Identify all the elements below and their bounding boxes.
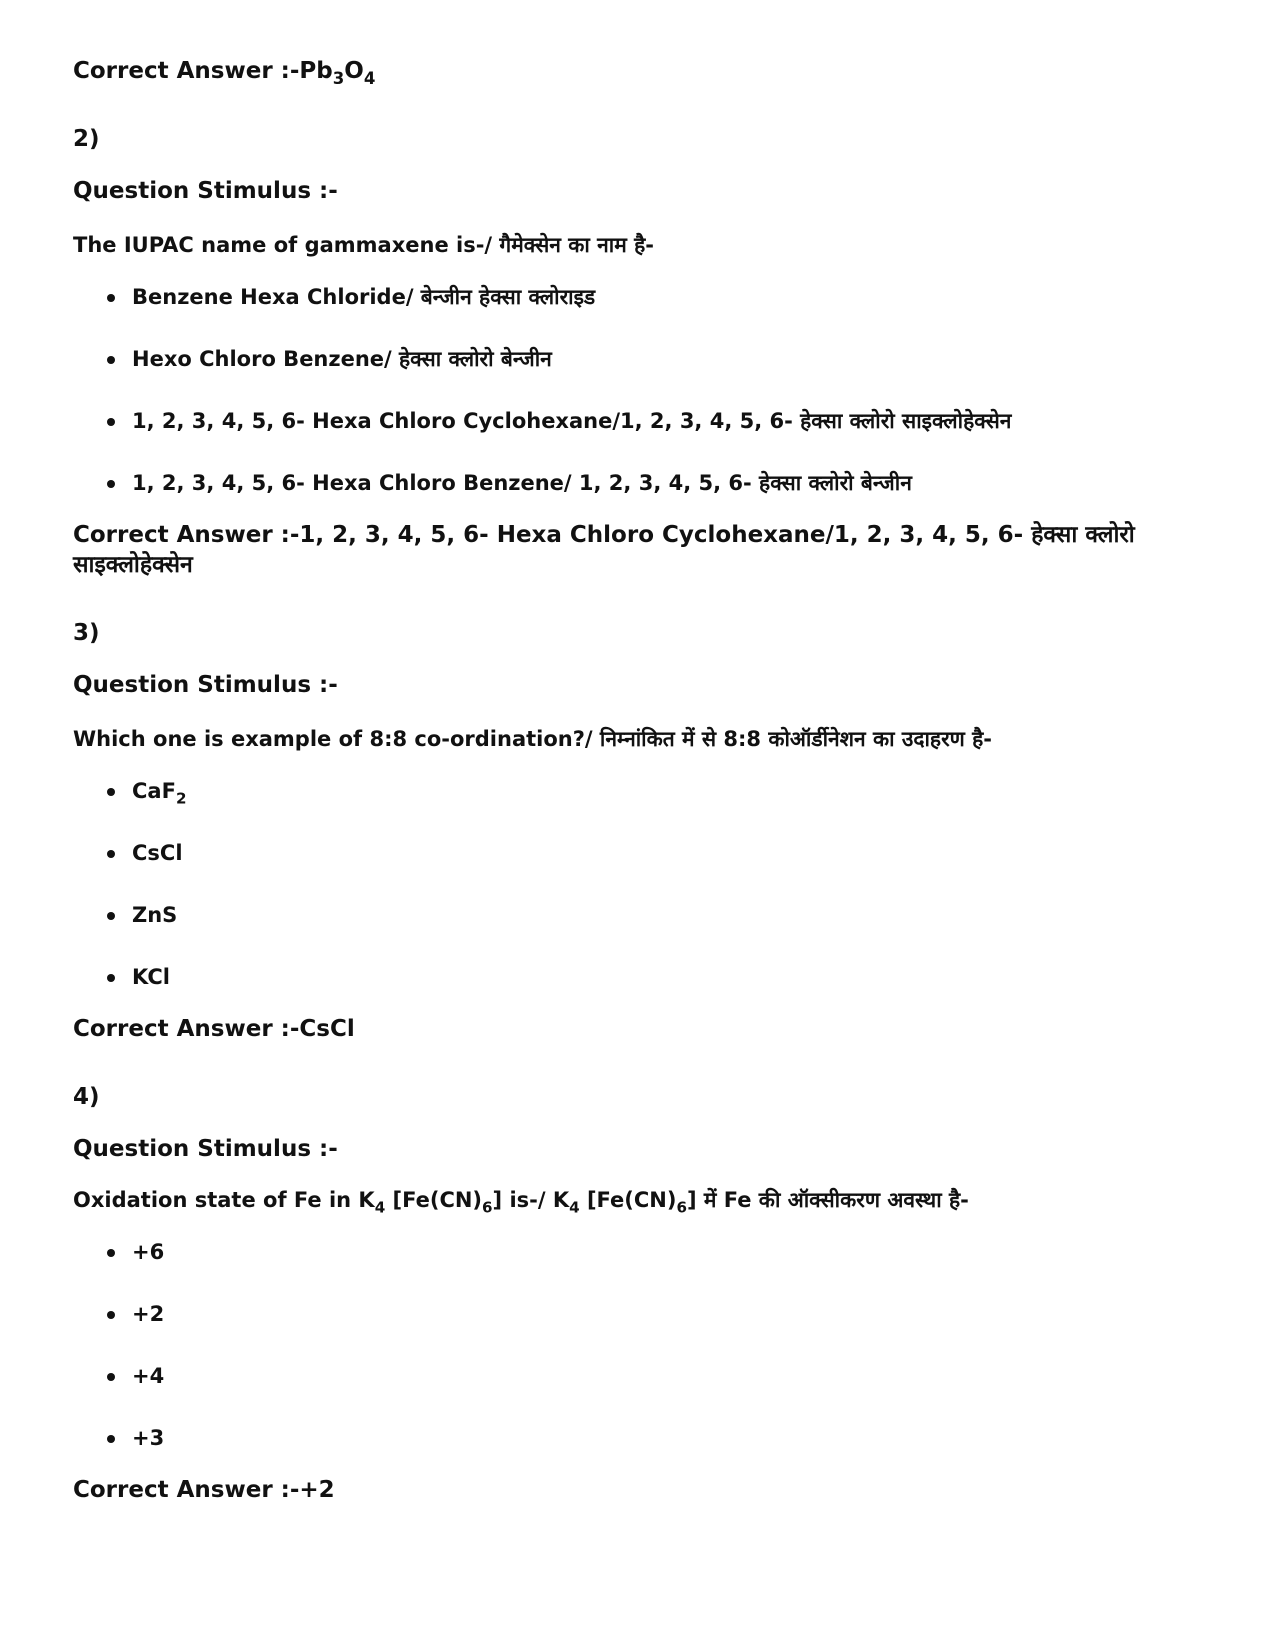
q3-stimulus-label: Question Stimulus :-	[73, 672, 338, 698]
bullet-icon	[107, 356, 115, 364]
bullet-icon	[107, 974, 115, 982]
q4-option-1	[107, 1237, 1223, 1267]
subscript: 3	[332, 68, 345, 88]
answer-label: Correct Answer :-	[73, 1477, 300, 1503]
subscript: 2	[175, 789, 187, 808]
q3-option-4	[107, 962, 1223, 992]
q2-number: 2)	[73, 126, 100, 152]
subscript: 4	[374, 1198, 386, 1217]
q4-option-3	[107, 1361, 1223, 1391]
q2-stimulus-label: Question Stimulus :-	[73, 178, 338, 204]
option-text: +2	[132, 1302, 165, 1326]
q4-stimulus-label: Question Stimulus :-	[73, 1136, 338, 1162]
q3-option-3	[107, 900, 1223, 930]
q4-question	[73, 1185, 1223, 1215]
q4-option-4	[107, 1423, 1223, 1453]
answer-text: +2	[299, 1477, 335, 1503]
answer-text: O	[344, 58, 364, 84]
option-text: ZnS	[132, 903, 178, 927]
bullet-icon	[107, 1311, 115, 1319]
bullet-icon	[107, 912, 115, 920]
bullet-icon	[107, 788, 115, 796]
subscript: 6	[482, 1198, 493, 1217]
bullet-icon	[107, 1373, 115, 1381]
q2-option-1	[107, 282, 1223, 312]
bullet-icon	[107, 850, 115, 858]
answer-text: CsCl	[299, 1016, 355, 1042]
q2-correct-answer	[73, 520, 1193, 580]
subscript: 4	[569, 1198, 580, 1217]
q4-number: 4)	[73, 1084, 100, 1110]
option-text: 1, 2, 3, 4, 5, 6- Hexa Chloro Cyclohexane/1, 2, 3, 4, 5, 6- हेक्सा क्लोरो साइक्लोहेक्सेन	[132, 409, 1012, 433]
q2-option-2	[107, 344, 1223, 374]
q3-number: 3)	[73, 620, 100, 646]
question-text: Oxidation state of Fe in K	[73, 1188, 375, 1212]
question-text: ] में Fe की ऑक्सीकरण अवस्था है-	[686, 1188, 969, 1212]
q2-question: The IUPAC name of gammaxene is-/ गैमेक्सेन का नाम है-	[73, 233, 654, 257]
q3-option-2	[107, 838, 1223, 868]
bullet-icon	[107, 480, 115, 488]
option-text: +6	[132, 1240, 165, 1264]
bullet-icon	[107, 294, 115, 302]
q2-option-4	[107, 468, 1223, 498]
option-text: CsCl	[132, 841, 183, 865]
q4-option-2	[107, 1299, 1223, 1329]
answer-label: Correct Answer :-	[73, 522, 300, 548]
q1-correct-answer	[73, 56, 1223, 86]
q3-correct-answer	[73, 1014, 1223, 1044]
question-text: ] is-/ K	[492, 1188, 570, 1212]
option-text: 1, 2, 3, 4, 5, 6- Hexa Chloro Benzene/ 1, 2, 3, 4, 5, 6- हेक्सा क्लोरो बेन्जीन	[132, 471, 912, 495]
option-text: +4	[132, 1364, 165, 1388]
question-text: [Fe(CN)	[385, 1188, 483, 1212]
q4-correct-answer	[73, 1475, 1223, 1505]
q3-question: Which one is example of 8:8 co-ordination?/ निम्नांकित में से 8:8 कोऑर्डीनेशन का उदाहरण है-	[73, 727, 993, 751]
subscript: 4	[363, 68, 376, 88]
bullet-icon	[107, 418, 115, 426]
subscript: 6	[676, 1198, 687, 1217]
q2-option-3	[107, 406, 1223, 436]
option-text: Hexo Chloro Benzene/ हेक्सा क्लोरो बेन्जीन	[132, 347, 552, 371]
option-text: CaF	[132, 779, 176, 803]
q3-options	[73, 776, 1223, 992]
q3-option-1	[107, 776, 1223, 806]
option-text: Benzene Hexa Chloride/ बेन्जीन हेक्सा क्लोराइड	[132, 285, 596, 309]
option-text: +3	[132, 1426, 165, 1450]
bullet-icon	[107, 1249, 115, 1257]
answer-text: Pb	[299, 58, 333, 84]
option-text: KCl	[132, 965, 170, 989]
answer-label: Correct Answer :-	[73, 58, 300, 84]
document-page	[73, 56, 1223, 1505]
answer-label: Correct Answer :-	[73, 1016, 300, 1042]
answer-text: 1, 2, 3, 4, 5, 6- Hexa Chloro Cyclohexane/1, 2, 3, 4, 5, 6- हेक्सा क्लोरो साइक्लोहेक्सेन	[73, 522, 1135, 578]
q4-options	[73, 1237, 1223, 1453]
q2-options	[73, 282, 1223, 498]
bullet-icon	[107, 1435, 115, 1443]
question-text: [Fe(CN)	[579, 1188, 677, 1212]
